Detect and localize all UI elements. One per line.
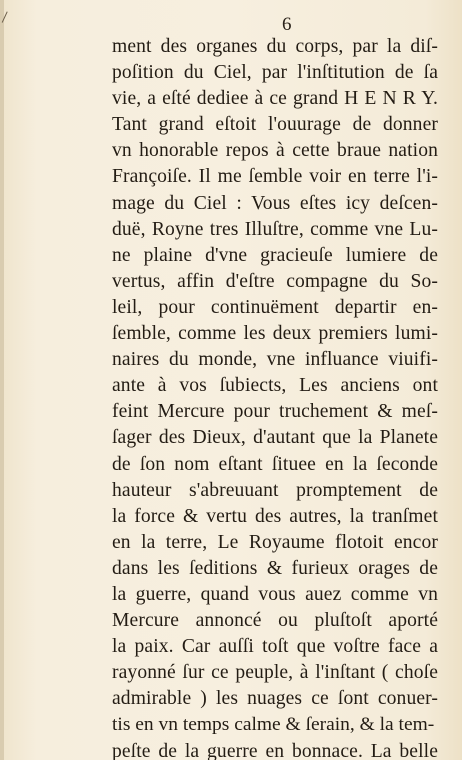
text-line: feint Mercure pour truchement & meſ- <box>112 401 438 423</box>
body-text <box>112 34 438 760</box>
text-line: ante à vos ſubiects, Les anciens ont <box>112 375 438 397</box>
text-line: rayonné ſur ce peuple, à l'inſtant ( choſe <box>112 662 438 684</box>
text-line: naires du monde, vne influance viuifi- <box>112 349 438 371</box>
text-line: ſager des Dieux, d'autant que la Planete <box>112 427 438 449</box>
text-line: Françoiſe. Il me ſemble voir en terre l'i- <box>112 166 438 188</box>
text-line: admirable ) les nuages ce ſont conuer- <box>112 688 438 710</box>
text-line: ment des organes du corps, par la diſ- <box>112 36 438 57</box>
page-edge <box>0 0 4 760</box>
text-line: tis en vn temps calme & ſerain, & la tem- <box>112 714 435 736</box>
text-line: ne plaine d'vne gracieuſe lumiere de <box>112 244 438 266</box>
text-line: dans les ſeditions & furieux orages de <box>112 557 438 579</box>
text-line: la paix. Car auſſi toſt que voſtre face a <box>112 636 438 658</box>
text-line: peſte de la guerre en bonnace. La belle <box>112 740 438 760</box>
text-line: Tant grand eſtoit l'ouurage de donner <box>112 114 438 136</box>
text-line: de ſon nom eſtant ſituee en la ſeconde <box>112 453 438 475</box>
text-line: leil, pour continuëment departir en- <box>112 296 438 318</box>
text-line: mage du Ciel : Vous eſtes icy deſcen- <box>112 192 438 214</box>
text-line: la guerre, quand vous auez comme vn <box>112 583 438 605</box>
text-line: vn honorable repos à cette braue nation <box>112 140 438 162</box>
text-line: poſition du Ciel, par l'inſtitution de ſa <box>112 62 438 84</box>
text-line: vie, a eſté dediee à ce grand H E N R Y. <box>112 88 438 110</box>
text-line: duë, Royne tres Illuſtre, comme vne Lu- <box>112 218 438 240</box>
text-line: ſemble, comme les deux premiers lumi- <box>112 323 438 345</box>
text-line: la force & vertu des autres, la tranſmet <box>112 505 438 527</box>
text-line: vertus, affin d'eſtre compagne du So- <box>112 270 438 292</box>
text-line: Mercure annoncé ou pluſtoſt aporté <box>112 610 438 632</box>
page-number: 6 <box>282 14 292 35</box>
text-line: hauteur s'abreuuant promptement de <box>112 479 438 501</box>
text-line: en la terre, Le Royaume flotoit encor <box>112 531 438 553</box>
